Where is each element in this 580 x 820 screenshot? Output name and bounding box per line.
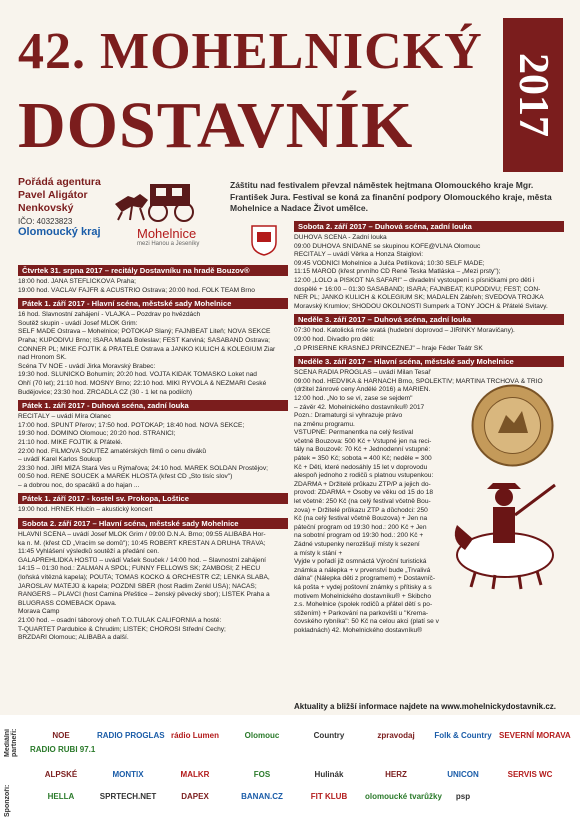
section-header: Pátek 1. září 2017 - kostel sv. Prokopa, Loštice [18, 493, 288, 504]
program-line: 22:00 hod. FILMOVÁ SOUTĚŽ amatérských filmů o cenu diváků [18, 447, 206, 455]
logo-psp: psp [455, 792, 471, 801]
program-line: dospělé + 16:00 – 01:30 SASABAND; ISARA; FAJNBEAT; KUPODIVU; FEST; CON- [294, 285, 541, 293]
cowboy-on-ox-illustration-icon [445, 455, 565, 590]
festival-title-line2: DOSTAVNÍK [18, 89, 414, 162]
program-line: RANGERS – PLAVCI (host Camina Přeštice – ženský pěvecký sbor); LÍSTEK Praha a [18, 591, 270, 599]
program-line: 18:00 hod. JANA ŠTEFLÍČKOVÁ Praha; [18, 278, 137, 285]
logo-fos: FOS [253, 770, 271, 779]
program-line: HLAVNÍ SCÉNA – uvádí Josef MLOK Grim / 09:00 D.N.A. Brno; 09:55 ALIBABA Hor- [18, 531, 266, 539]
logo-unicon: UNICON [447, 770, 479, 779]
program-line: CONNER PL; MIKE FOJTÍK & PŘÁTELÉ Ostrava a JANKO KULICH & KOLEGIUM Žiar [18, 345, 276, 353]
tickets-line: Kč + Děti, které nedosáhly 15 let v doprovodu [294, 463, 428, 471]
media-partners-label: Mediální partneři: [4, 728, 18, 757]
section-header: Sobota 2. září 2017 – Duhová scéna, zadní louka [294, 221, 564, 232]
tickets-line: Žádné vstupenky nerozlišují místy k sezení [294, 541, 420, 548]
section-header: Neděle 3. září 2017 – Duhová scéna, zadní louka [294, 314, 564, 325]
program-line: SCÉNA RADIA PROGLAS – uvádí Milan Tesař [294, 369, 431, 377]
logo-folk-country: Folk & Country [434, 731, 492, 740]
program-line: – a dobrou noc, do spacáků a do hajan ... [18, 481, 140, 489]
section-header: Čtvrtek 31. srpna 2017 – recitály Dostavníku na hradě Bouzov® [18, 265, 288, 276]
tickets-line: včetně Bouzova: 500 Kč + Vstupné jen na reci- [294, 437, 432, 445]
program-line: RECITÁLY – uvádí Věrka a Honza Staiglovi: [294, 251, 424, 259]
mohelnice-subtext: mezi Hanou a Jeseníky [137, 241, 200, 247]
tickets-line: na sobotní program od 19:30 hod.: 200 Kč + [294, 532, 424, 540]
organizer-line: Nenkovský [18, 202, 74, 214]
logo-radio-proglas: RADIO PROGLAS [97, 731, 165, 740]
program-line: – uvádí Karel Karlos Soukup [18, 456, 102, 464]
tickets-line: alespoň jednoho z rodičů s platnou vstupenkou: [294, 472, 434, 480]
tickets-line: zova) + Držitelé průkazu ZTP a důchodci: 250 [294, 506, 428, 514]
program-line: 19:00 hod. HRNEK Hlučín – akustický koncert [18, 506, 153, 514]
program-line: Scéna TV NOE - uvádí Jirka Moravský Brabec: [18, 362, 156, 370]
program-line: – závěr 42. Mohelnického dostavníku® 2017 [294, 403, 425, 411]
logo-olomouc: Olomouc [244, 731, 280, 740]
program-line: Budějovice; 23:30 hod. ZRCADLA CZ (30 - 1 let na podiích) [18, 388, 193, 396]
organizer-line: Pořádá agentura [18, 176, 101, 188]
year-text: 2017 [510, 53, 556, 137]
section-header: Pátek 1. září 2017 - Hlavní scéna, městské sady Mohelnice [18, 298, 288, 309]
stagecoach-icon [110, 176, 215, 224]
program-line: Ohří (70 let); 21:10 hod. MOŠNY Brno; 22:10 hod. MIKI RYVOLA & NEZMAŘI České [18, 379, 267, 387]
logo-alpsk-: ALPSKÉ [44, 770, 78, 779]
tickets-line: dálna" (Nálepka děti z programem) + Dostavníč- [294, 575, 436, 583]
website-note: Aktuality a bližší informace najdete na www.mohelnickydostavnik.cz. [294, 702, 556, 711]
tickets-line: z.s. Mohelnice (spolek rodičů a přátel dětí s po- [294, 601, 433, 609]
program-line: 12:00 „LOLO a PIŠKOT NA SAFARI" – divadelní vystoupení s písničkami pro děti i [294, 276, 535, 284]
program-line: JAROSLAV MATĚJŮ & kapela; POZDNÍ SBĚR (host Radim Zenkl USA); NAČAS; [18, 582, 257, 590]
program-line: 12:00 hod. „No to se ví, zase se sejdem" [294, 394, 413, 402]
tickets-line: pátek = 350 Kč; sobota = 400 Kč; neděle = 300 [294, 455, 432, 463]
program-line: „O PŘÍŠERNĚ KRÁSNÉJ PRINCEZNEJ" – hraje Féder Teátr SK [294, 344, 483, 352]
program-line: (držitel žánrové ceny Andělé 2016) a MARIEN. [294, 386, 431, 394]
tickets-line: čovského rybníka": 50 Kč na celou akci (platí se v [294, 618, 439, 626]
logo-severn-morava: SEVERNÍ MORAVA [499, 731, 571, 740]
program-line: 19:30 hod. SLUNÍČKO Bohumín; 20:20 hod. VOJTA KIDÁK TOMÁŠKO Loket nad [18, 371, 257, 379]
organizer-ico: IČO: 40323823 [18, 217, 73, 226]
program-line: BRZDAŘI Olomouc; ALIBABA a další. [18, 634, 129, 642]
logo-country: Country [313, 731, 345, 740]
program-line: Morava Camp [18, 608, 60, 616]
program-line: ka n. M. (křest CD „Vracím se domů"); 10:45 ROBERT KŘESŤAN A DRUHÁ TRÁVA; [18, 539, 266, 547]
mohelnice-text: Mohelnice [137, 226, 197, 241]
logo-noe: NOE [52, 731, 70, 740]
olomoucky-kraj-logo [18, 226, 118, 256]
tickets-line: ká pošta + vydej poštovní známky s přítisky a s [294, 583, 432, 591]
program-line: SELF MADE Ostrava – Mohelnice; POTOKAP Slaný; FAJNBEAT Liteň; NOVÁ SEKCE [18, 328, 271, 336]
program-line: 11:15 MAROD (křest prvního CD René Teska Matláska – „Mezi prsty"); [294, 268, 501, 276]
logo-sprtech-net: SPRTECH.NET [99, 792, 157, 801]
year-band [503, 18, 563, 172]
program-line: 21:00 hod. – osadní táborový oheň T.O.TULÁK CALIFORNIA a hosté: [18, 617, 222, 624]
program-line: 19:30 hod. DOMINO Olomouc; 20:20 hod. STRANIČI; [18, 430, 176, 438]
logo-montix: MONTIX [112, 770, 144, 779]
program-line: 16 hod. Slavnostní zahájení - VLAJKA – Pozdrav po hvězdách [18, 311, 201, 319]
tickets-info [294, 429, 462, 635]
organizer-line: Pavel Aligátor [18, 189, 88, 201]
tickets-line: páteční program od 19:30 hod.: 200 Kč + Jen [294, 523, 427, 531]
partners-panel [0, 715, 580, 820]
program-line: BLUGRASS COMEBACK Opava. [18, 599, 117, 607]
program-line: 09:45 VODNÍCI Mohelnice a Julča Petlíková; 10:30 SELF MADE; [294, 259, 485, 267]
sponsors-label: Sponzoři: [4, 784, 11, 817]
program-line: 14:15 – 01:30 hod.: ŽALMAN A SPOL; FUNNY FELLOWS SK; ZAMBOŠI; Z HECU [18, 565, 261, 573]
program-line: (loňská vítězná kapela); POUTA; TOMÁŠ KOČKO & ORCHESTR CZ; LENKA SLABÁ, [18, 574, 270, 582]
program-line: 00:50 hod. RENÉ SOUČEK a MAREK HLOSTA (křest CD „Sto tisíc slov") [18, 473, 233, 481]
program-line: 19:00 hod. VÁCLAV FAJFR & ACUSTRIO Ostrava; 20:00 hod. FOLK TEAM Brno [18, 286, 255, 294]
logo-hella: HELLA [47, 792, 75, 801]
tickets-line: Vyjde v pořadí již osmnáctá Výroční turistická [294, 558, 427, 566]
program-line: 21:10 hod. MIKE FOJTÍK & Přátelé. [18, 438, 123, 446]
section-header: Sobota 2. září 2017 – Hlavní scéna, městské sady Mohelnice [18, 518, 288, 529]
tickets-line: motivem Mohelnického dostavníku® + Skibcho [294, 592, 431, 600]
program-line: GALAPŘEHLÍDKA HOSTŮ – uvádí Vašek Souček / 14:00 hod. – Slavnostní zahájení [18, 556, 267, 564]
organizer-block [18, 176, 110, 228]
logo-radio-rubi-97-1: RADIO RUBI 97.1 [30, 745, 96, 754]
section-header: Pátek 1. září 2017 - Duhová scéna, zadní louka [18, 400, 288, 411]
tickets-line: tály na Bouzově: 70 Kč + Jednodenní vstupné: [294, 446, 431, 454]
program-line: 09:00 DUHOVÁ SNÍDANĚ se skupinou KOFE@VLNA Olomouc [294, 242, 481, 250]
logo-servis-wc: SERVIS WC [507, 770, 553, 779]
tickets-line: a místy k stání + [294, 549, 343, 557]
program-line: na změnu programu. [294, 420, 355, 428]
tickets-line: stižením) + Parkování na parkovišti u "Krema- [294, 609, 429, 617]
program-line: 09:00 hod. Divadlo pro děti: [294, 335, 375, 343]
program-line: DUHOVÁ SCÉNA - Zadní louka [294, 234, 387, 241]
program-line: T-QUARTET Pardubice & Chrudim; LÍSTEK; CHOROŠI Střední Čechy; [18, 625, 226, 633]
logo-olomouck-tvar-ky: olomoucké tvarůžky [365, 792, 442, 801]
logo-dapex: DAPEX [181, 792, 209, 801]
festival-title-line1: 42. MOHELNICKÝ [18, 23, 483, 80]
patronage-note: Záštitu nad festivalem převzal náměstek hejtmana Olomouckého kraje Mgr. František Jura. Festival se koná za finanční podpory Olomouckého kraje, města Mohelnice a Nadace Život umělce. [230, 180, 552, 213]
program-line: 11:45 Vyhlášení výsledků soutěží a předání cen. [18, 548, 160, 556]
logo-malkr: MALKR [180, 770, 210, 779]
program-line: Soutěž skupin - uvádí Josef MLOK Grim: [18, 319, 138, 327]
program-line: Praha; KUPODIVU Brno; ISARA Mladá Boleslav; FEST Karviná; SASABAND Ostrava; [18, 336, 271, 344]
program-line: 23:30 hod. JIŘÍ MÍŽA Stará Ves u Rýmařova; 24:10 hod. MAREK SOLDÁN Prostějov; [18, 464, 268, 472]
program-line: nad Hronom SK. [18, 354, 67, 362]
logo-banan-cz: BANAN.CZ [241, 792, 283, 801]
section-header: Neděle 3. září 2017 – Hlavní scéna, městské sady Mohelnice [294, 356, 564, 367]
tickets-line: VSTUPNÉ: Permanentka na celý festival [294, 429, 414, 437]
mohelnice-logo [137, 226, 247, 256]
tickets-line: ZDARMA + Držitelé průkazu ZTP/P a jejich do- [294, 480, 431, 488]
logo-zpravodaj: zpravodaj [377, 731, 415, 740]
town-seal-icon [250, 224, 278, 256]
olomoucky-kraj-text: Olomoucký kraj [18, 226, 101, 238]
tickets-line: let včetně: 250 Kč (na celý festival včetně Bou- [294, 498, 431, 506]
logo-hulin-k: Hulinák [314, 770, 344, 779]
program-line: Pozn.: Dramaturgi si vyhrazuje právo [294, 412, 403, 420]
logo-fit-klub: FIT KLUB [310, 792, 348, 801]
program-line: 09:00 hod. HEDVIKA & HARNACH Brno, SPOLEKTIV; MARTINA TRCHOVÁ & TRIO [294, 377, 543, 385]
program-left-column [18, 262, 288, 643]
program-line: 17:00 hod. ŠPUNT Přerov; 17:50 hod. POTOKAP; 18:40 hod. NOVÁ SEKCE; [18, 421, 245, 429]
tickets-line: provod: ZDARMA + Osoby ve věku od 15 do 18 [294, 489, 434, 497]
program-line: Moravský Krumlov; SHODOU OKOLNOSTÍ Šumperk a TONY JOCH & Přátelé Svitavy. [294, 302, 548, 310]
tickets-line: Kč (na celý festival včetně Bouzova) + Jen na [294, 515, 428, 523]
tickets-line: pokladnách) 42. Mohelnického dostavníku® [294, 626, 423, 634]
program-line: RECITÁLY – uvádí Míra Olanec [18, 413, 111, 421]
program-line: 07:30 hod. Katolická mše svatá (hudební doprovod – JIŘINKY Moravičany). [294, 327, 515, 335]
tickets-line: známka a nálepka + v prvenství bude „Trvalivá [294, 566, 431, 574]
logo-herz: HERZ [385, 770, 407, 779]
logo-r-dio-lumen: rádio Lumen [170, 731, 219, 740]
program-line: NER PL; JANKO KULICH & KOLEGIUM SK; MADALEN Zábřeh; ŠVÉDOVA TROJKA [294, 294, 544, 302]
